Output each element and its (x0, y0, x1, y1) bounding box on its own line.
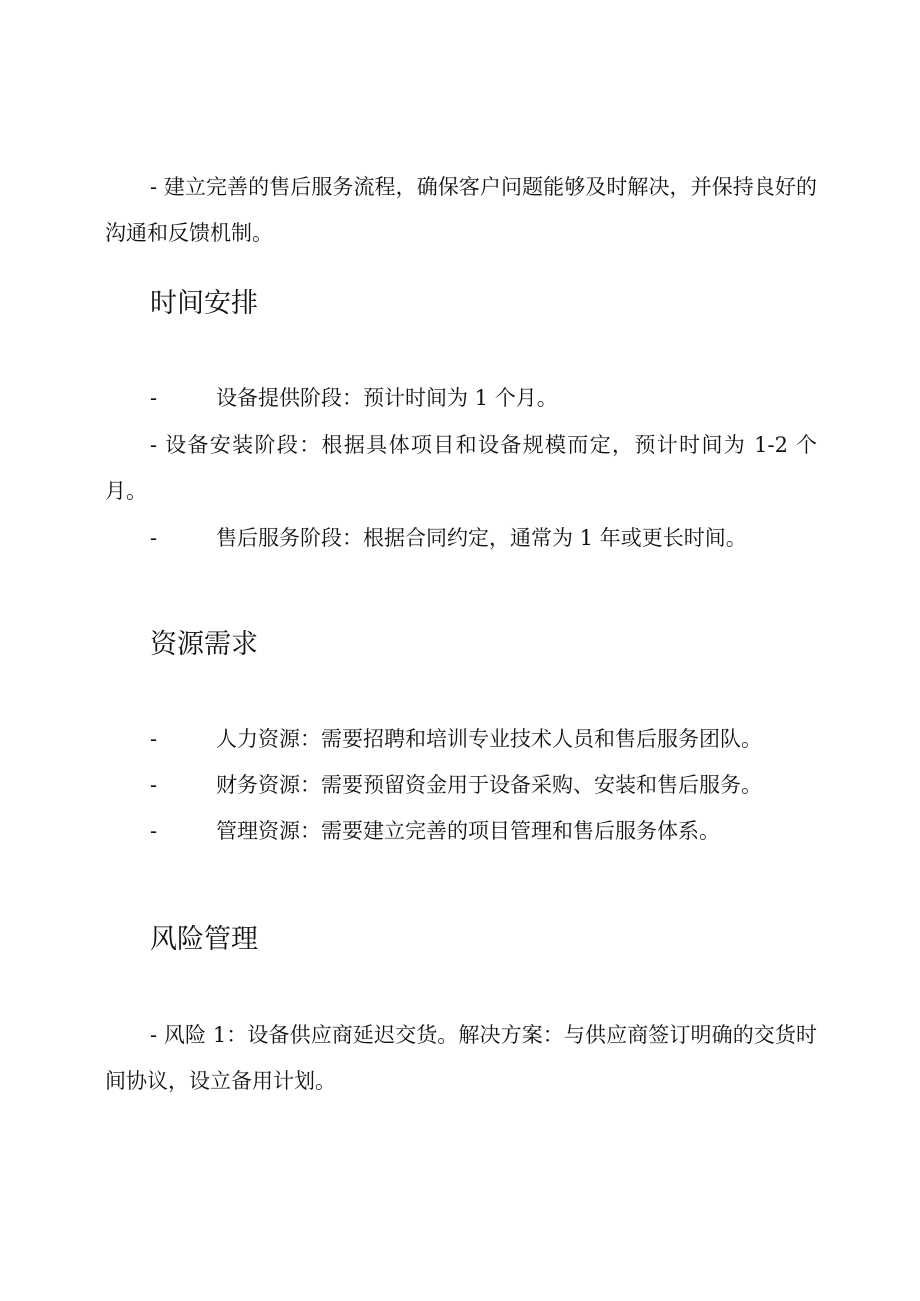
item-dash: - (150, 526, 158, 550)
resource-item-finance (150, 770, 762, 800)
item-dash: - (150, 727, 158, 751)
intro-paragraph: - 建立完善的售后服务流程，确保客户问题能够及时解决，并保持良好的沟通和反馈机制。 (105, 175, 817, 245)
section-heading-schedule: 时间安排 (150, 288, 258, 319)
schedule-item-supply (150, 383, 558, 413)
item-dash: - (150, 773, 158, 797)
item-dash: - (150, 819, 158, 843)
section-heading-risk: 风险管理 (150, 924, 258, 955)
item-text: 售后服务阶段：根据合同约定，通常为 1 年或更长时间。 (216, 526, 747, 550)
schedule-item-aftersales (150, 523, 747, 553)
item-text: 设备提供阶段：预计时间为 1 个月。 (216, 386, 558, 410)
item-dash: - (150, 386, 158, 410)
item-text: 管理资源：需要建立完善的项目管理和售后服务体系。 (216, 819, 720, 843)
item-text: 人力资源：需要招聘和培训专业技术人员和售后服务团队。 (216, 727, 762, 751)
resource-item-human (150, 724, 762, 754)
item-text: 财务资源：需要预留资金用于设备采购、安装和售后服务。 (216, 773, 762, 797)
schedule-item-installation: - 设备安装阶段：根据具体项目和设备规模而定，预计时间为 1-2 个月。 (105, 433, 817, 503)
section-heading-resources: 资源需求 (150, 629, 258, 660)
risk-item-1: - 风险 1：设备供应商延迟交货。解决方案：与供应商签订明确的交货时间协议，设立备用计划。 (105, 1023, 817, 1093)
resource-item-management (150, 816, 720, 846)
